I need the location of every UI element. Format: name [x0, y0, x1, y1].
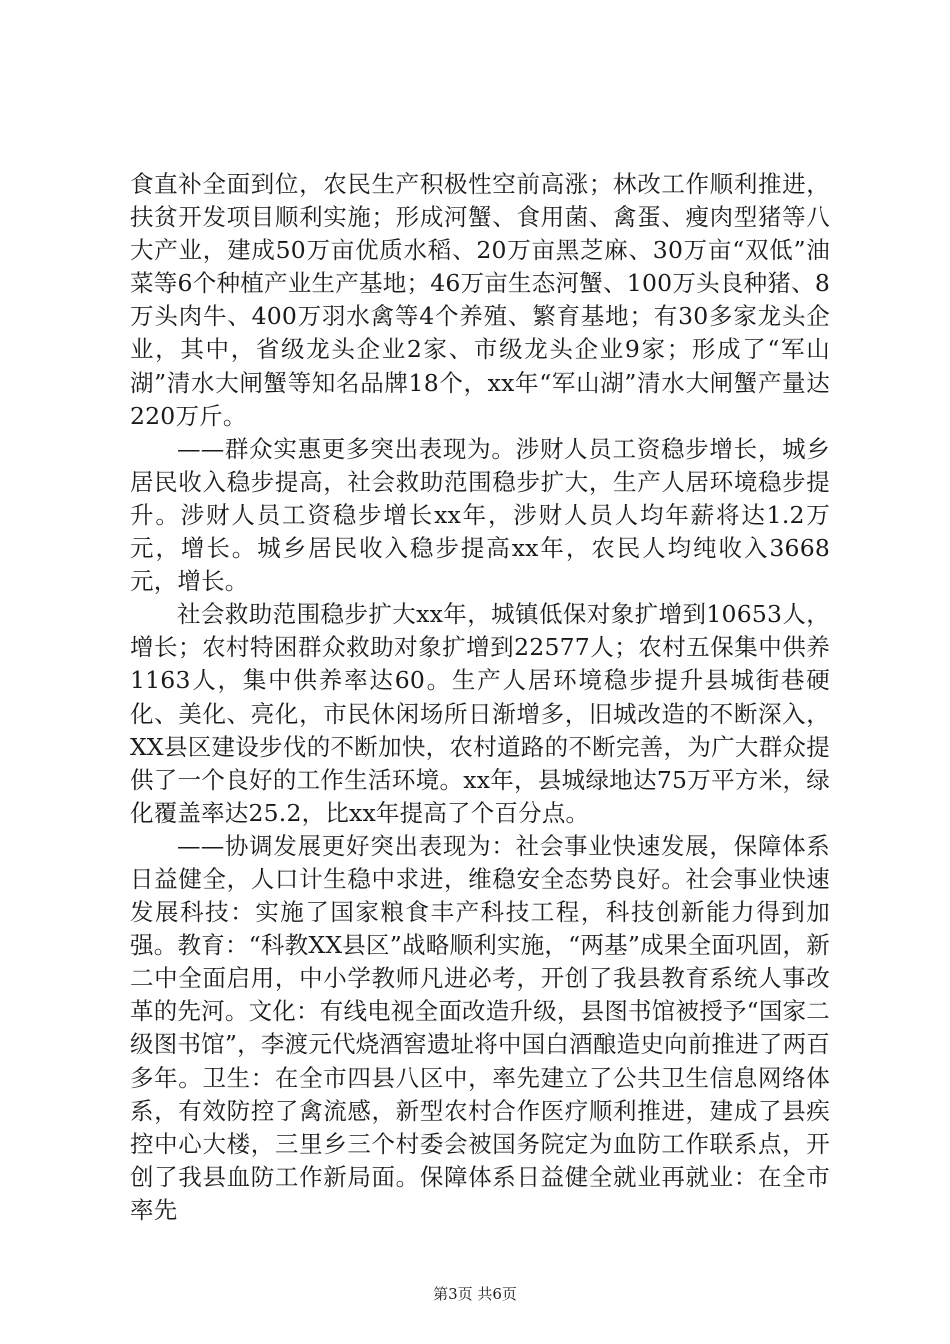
page-footer — [0, 1284, 950, 1304]
paragraph-4: ——协调发展更好突出表现为：社会事业快速发展，保障体系日益健全，人口计生稳中求进，维稳安全态势良好。社会事业快速发展科技：实施了国家粮食丰产科技工程，科技创新能力得到加强。教育：“科教XX县区”战略顺利实施，“两基”成果全面巩固，新二中全面启用，中小学教师凡进必考，开创了我县教育系统人事改革的先河。文化：有线电视全面改造升级，县图书馆被授予“国家二级图书馆”，李渡元代烧酒窖遗址将中国白酒酿造史向前推进了两百多年。卫生：在全市四县八区中，率先建立了公共卫生信息网络体系，有效防控了禽流感，新型农村合作医疗顺利推进，建成了县疾控中心大楼，三里乡三个村委会被国务院定为血防工作联系点，开创了我县血防工作新局面。保障体系日益健全就业再就业：在全市率先 — [130, 831, 830, 1224]
paragraph-3: 社会救助范围稳步扩大xx年，城镇低保对象扩增到10653人，增长；农村特困群众救助对象扩增到22577人；农村五保集中供养1163人，集中供养率达60。生产人居环境稳步提升县城街巷硬化、美化、亮化，市民休闲场所日渐增多，旧城改造的不断深入，XX县区建设步伐的不断加快，农村道路的不断完善，为广大群众提供了一个良好的工作生活环境。xx年，县城绿地达75万平方米，绿化覆盖率达25.2，比xx年提高了个百分点。 — [130, 600, 830, 827]
paragraph-1: 食直补全面到位，农民生产积极性空前高涨；林改工作顺利推进，扶贫开发项目顺利实施；形成河蟹、食用菌、禽蛋、瘦肉型猪等八大产业，建成50万亩优质水稻、20万亩黑芝麻、30万亩“双低”油菜等6个种植产业生产基地；46万亩生态河蟹、100万头良种猪、8万头肉牛、400万羽水禽等4个养殖、繁育基地；有30多家龙头企业，其中，省级龙头企业2家、市级龙头企业9家；形成了“军山湖”清水大闸蟹等知名品牌18个，xx年“军山湖”清水大闸蟹产量达220万斤。 — [130, 170, 830, 430]
page-number: 第3页 共6页 — [433, 1285, 517, 1303]
document-body — [130, 168, 830, 1227]
paragraph-2: ——群众实惠更多突出表现为。涉财人员工资稳步增长，城乡居民收入稳步提高，社会救助范围稳步扩大，生产人居环境稳步提升。涉财人员工资稳步增长xx年，涉财人员人均年薪将达1.2万元，增长。城乡居民收入稳步提高xx年，农民人均纯收入3668元，增长。 — [130, 434, 830, 596]
